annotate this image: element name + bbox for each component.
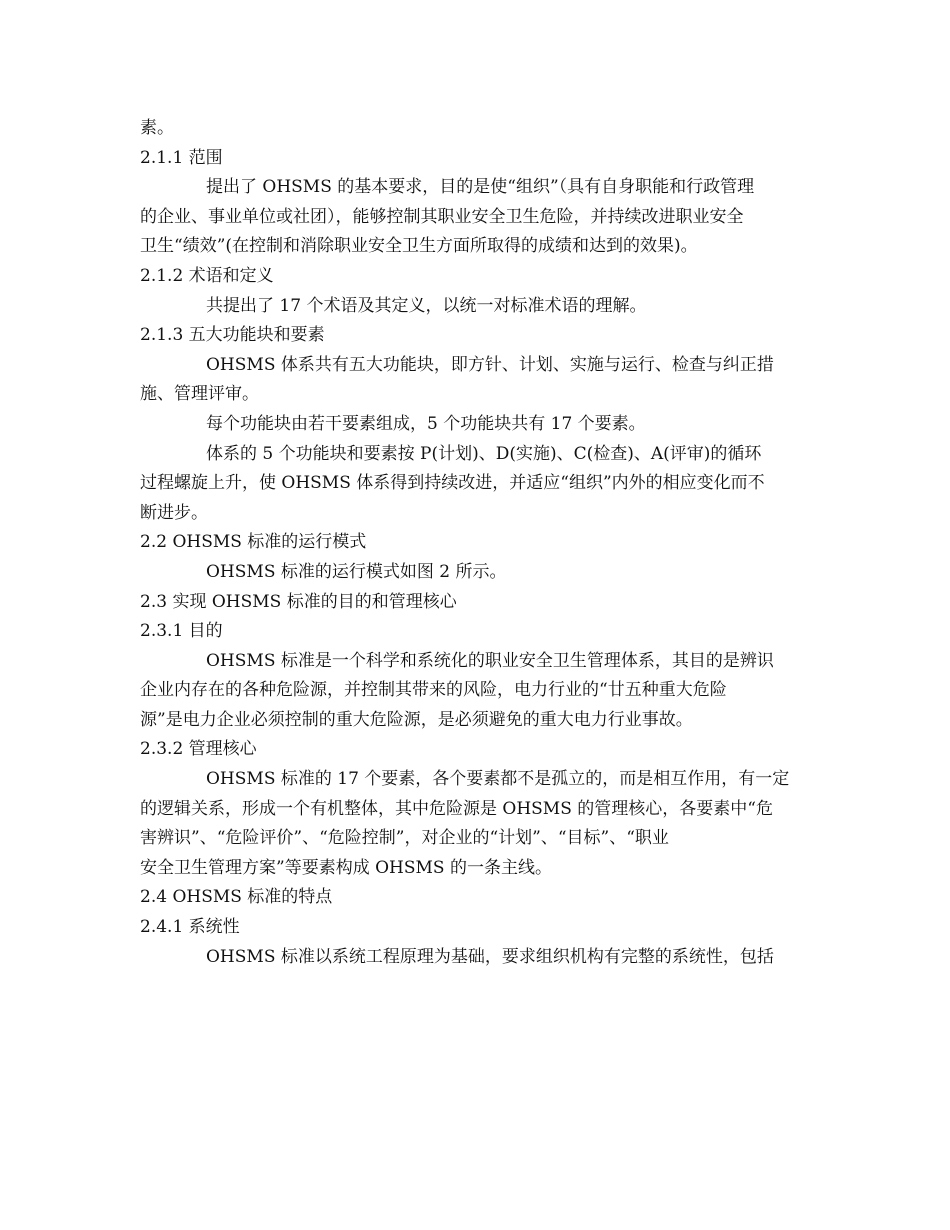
- section-heading: 2.4.1 系统性: [140, 917, 240, 938]
- paragraph-line: OHSMS 标准的运行模式如图 2 所示。: [206, 561, 507, 582]
- section-heading: 2.4 OHSMS 标准的特点: [140, 887, 333, 908]
- section-heading: 2.3 实现 OHSMS 标准的目的和管理核心: [140, 591, 457, 612]
- paragraph-line: OHSMS 标准是一个科学和系统化的职业安全卫生管理体系，其目的是辨识: [206, 650, 774, 671]
- paragraph-line: OHSMS 标准的 17 个要素，各个要素都不是孤立的，而是相互作用，有一定: [206, 769, 790, 790]
- paragraph-line: 的逻辑关系，形成一个有机整体，其中危险源是 OHSMS 的管理核心，各要素中“危: [140, 798, 773, 819]
- paragraph-line: 每个功能块由若干要素组成，5 个功能块共有 17 个要素。: [206, 413, 646, 434]
- paragraph-line: OHSMS 标准以系统工程原理为基础，要求组织机构有完整的系统性，包括: [206, 946, 774, 967]
- section-heading: 2.1.2 术语和定义: [140, 265, 274, 286]
- paragraph-line: 的企业、事业单位或社团），能够控制其职业安全卫生危险，并持续改进职业安全: [140, 206, 744, 227]
- paragraph-line: 源”是电力企业必须控制的重大危险源，是必须避免的重大电力行业事故。: [140, 709, 693, 730]
- section-heading: 2.2 OHSMS 标准的运行模式: [140, 532, 367, 553]
- paragraph-line: 体系的 5 个功能块和要素按 P(计划)、D(实施)、C(检查)、A(评审)的循环: [206, 443, 762, 464]
- section-heading: 2.3.2 管理核心: [140, 739, 257, 760]
- paragraph-line: 害辨识”、“危险评价”、“危险控制”，对企业的“计划”、“目标”、“职业: [140, 828, 669, 849]
- paragraph-line: 素。: [140, 118, 174, 138]
- paragraph-line: 安全卫生管理方案”等要素构成 OHSMS 的一条主线。: [140, 857, 552, 878]
- paragraph-line: 施、管理评审。: [140, 384, 259, 405]
- paragraph-line: 企业内存在的各种危险源，并控制其带来的风险，电力行业的“廿五种重大危险: [140, 680, 727, 701]
- paragraph-line: 共提出了 17 个术语及其定义，以统一对标准术语的理解。: [206, 295, 647, 316]
- section-heading: 2.1.3 五大功能块和要素: [140, 325, 325, 346]
- paragraph-line: 提出了 OHSMS 的基本要求，目的是使“组织”（具有自身职能和行政管理: [206, 177, 755, 198]
- paragraph-line: 过程螺旋上升，使 OHSMS 体系得到持续改进，并适应“组织”内外的相应变化而不: [140, 473, 765, 494]
- section-heading: 2.1.1 范围: [140, 147, 223, 168]
- paragraph-line: OHSMS 体系共有五大功能块，即方针、计划、实施与运行、检查与纠正措: [206, 354, 774, 375]
- paragraph-line: 断进步。: [140, 502, 208, 523]
- section-heading: 2.3.1 目的: [140, 621, 223, 642]
- paragraph-line: 卫生“绩效”(在控制和消除职业安全卫生方面所取得的成绩和达到的效果)。: [140, 236, 698, 257]
- document-body: [140, 114, 812, 972]
